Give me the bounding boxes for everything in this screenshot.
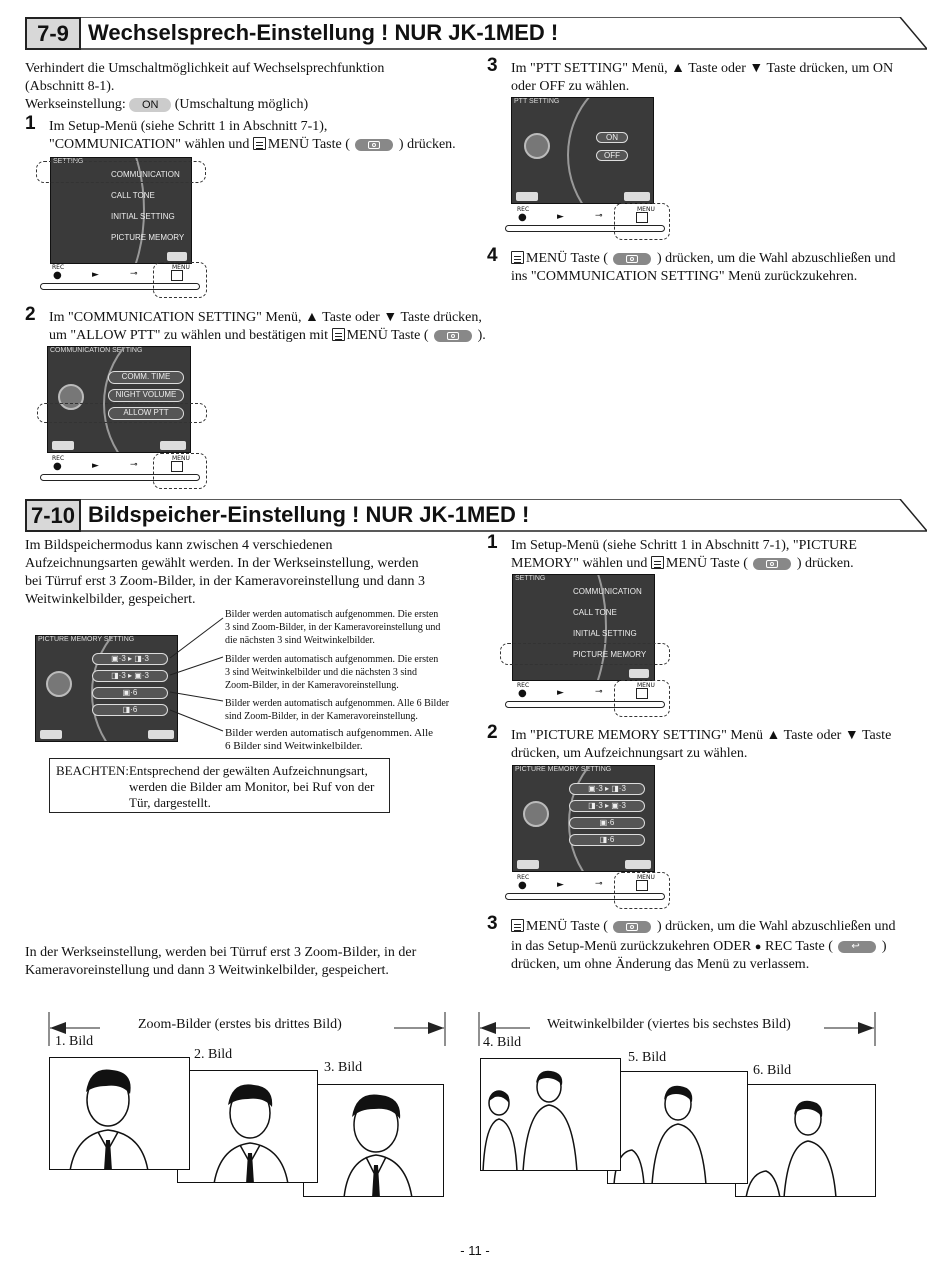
menu-item: CALL TONE	[111, 191, 155, 200]
menu-item: OFF	[596, 150, 628, 161]
screen-title: SETTING	[515, 575, 546, 582]
two-people-illustration	[736, 1085, 876, 1197]
callout-text	[225, 727, 465, 753]
menu-label: MENU	[172, 264, 190, 271]
key-icon: ⊸	[130, 269, 138, 279]
picture-memory-screen	[35, 635, 178, 742]
step-text-part: ).	[477, 328, 486, 343]
menu-icon	[511, 919, 524, 932]
callout-line: Bilder werden automatisch aufgenommen. Alle 6 Bilder	[225, 698, 450, 709]
callout-line: die nächsten 3 sind Weitwinkelbilder.	[225, 635, 375, 646]
rec-icon: ●	[754, 941, 762, 953]
key-icon: ⊸	[595, 211, 603, 221]
key-icon: ⊸	[595, 879, 603, 889]
picture-frame-5	[607, 1071, 748, 1184]
step-text: Im Setup-Menü (siehe Schritt 1 in Abschnitt 7-1), "PICTURE	[511, 538, 857, 553]
screen-softkey	[52, 441, 74, 450]
highlight-frame	[36, 161, 206, 183]
rec-label: REC	[517, 682, 530, 689]
callout-line: Bilder werden automatisch aufgenommen. Alle	[225, 727, 434, 739]
step-text: ins "COMMUNICATION SETTING" Menü zurückzukehren.	[511, 269, 858, 284]
callout-text	[225, 608, 465, 647]
step-text-part: ) drücken, um die Wahl abzuschließen und	[656, 251, 896, 266]
step-text-part: MENÜ Taste (	[267, 137, 350, 152]
intro-line: Im Bildspeichermodus kann zwischen 4 verschiedenen	[25, 538, 333, 553]
rec-icon: ●	[518, 688, 527, 699]
menu-item: ◨·3 ▸ ▣·3	[569, 800, 645, 812]
on-indicator: ON	[129, 98, 171, 112]
menu-item: COMM. TIME	[108, 371, 184, 384]
screen-softkey	[167, 252, 187, 261]
highlight-frame	[614, 203, 670, 240]
menu-icon	[511, 251, 524, 264]
step-text-part: um "ALLOW PTT" zu wählen und bestätigen mit	[49, 328, 329, 343]
menu-item: INITIAL SETTING	[111, 212, 175, 221]
callout-lines	[165, 615, 227, 745]
menu-item: INITIAL SETTING	[573, 629, 637, 638]
zoom-caption: Zoom-Bilder (erstes bis drittes Bild)	[138, 1017, 342, 1032]
step-text-part: MENÜ Taste (	[526, 251, 608, 266]
menu-icon	[332, 328, 345, 341]
summary-line: Kameravoreinstellung und dann 3 Weitwinkelbilder, gespeichert.	[25, 963, 389, 978]
play-icon: ►	[92, 461, 99, 471]
menu-item: NIGHT VOLUME	[108, 389, 184, 402]
step-number: 2	[25, 304, 36, 325]
memory-icon	[523, 801, 549, 827]
step-text-part: )	[881, 939, 887, 954]
screen-softkey	[517, 860, 539, 869]
rec-label: REC	[517, 206, 530, 213]
picture-label: 5. Bild	[628, 1050, 667, 1065]
camera-button-icon	[355, 139, 393, 151]
memory-icon	[46, 671, 72, 697]
camera-button-icon	[434, 330, 472, 342]
step-number: 2	[487, 722, 498, 743]
screen-title: PTT SETTING	[514, 98, 560, 105]
two-people-illustration	[481, 1059, 621, 1171]
step-text-part: MENÜ Taste (	[346, 328, 429, 343]
summary-line: In der Werkseinstellung, werden bei Türruf erst 3 Zoom-Bilder, in der	[25, 945, 417, 960]
step-text-part: in das Setup-Menü zurückzukehren ODER	[511, 939, 752, 954]
menu-item: CALL TONE	[573, 608, 617, 617]
default-note: (Umschaltung möglich)	[174, 97, 309, 112]
screen-title: PICTURE MEMORY SETTING	[515, 766, 612, 773]
two-people-illustration	[608, 1072, 748, 1184]
step-number: 4	[487, 245, 498, 266]
section-number: 7-10	[25, 499, 81, 532]
menu-icon	[253, 137, 266, 150]
callout-line: 3 sind Weitwinkelbilder und die nächsten 3 sind	[225, 667, 418, 678]
screen-softkey	[629, 669, 649, 678]
rec-label: REC	[517, 874, 530, 881]
step-text	[511, 938, 887, 956]
screen-title: COMMUNICATION SETTING	[50, 347, 143, 354]
section-title: Wechselsprech-Einstellung ! NUR JK-1MED !	[88, 20, 559, 45]
rec-icon: ●	[518, 880, 527, 891]
note-line: werden die Bilder am Monitor, bei Ruf von der	[129, 779, 375, 794]
intro-line: Aufzeichnungsarten gewählt werden. In der Werkseinstellung, werden	[25, 556, 419, 571]
callout-text	[225, 697, 465, 723]
picture-label: 1. Bild	[55, 1034, 94, 1049]
menu-label: MENU	[637, 206, 655, 213]
screen-softkey	[625, 860, 651, 869]
step-number: 1	[25, 113, 36, 134]
note-line: Tür, dargestellt.	[129, 795, 211, 810]
step-number: 3	[487, 913, 498, 934]
picture-label: 2. Bild	[194, 1047, 233, 1062]
camera-button-icon	[613, 253, 651, 265]
highlight-frame	[153, 453, 207, 489]
callout-line: 6 Bilder sind Weitwinkelbilder.	[225, 740, 363, 752]
highlight-frame	[37, 403, 207, 423]
callout-line: Zoom-Bilder, in der Kameravoreinstellung.	[225, 680, 399, 691]
menu-item: ◨·6	[92, 704, 168, 716]
menu-item: COMMUNICATION	[573, 587, 642, 596]
step-text: Im "PICTURE MEMORY SETTING" Menü ▲ Taste oder ▼ Taste	[511, 728, 892, 743]
intro-line: Verhindert die Umschaltmöglichkeit auf Wechselsprechfunktion	[25, 61, 385, 76]
menu-item: ▣·3 ▸ ◨·3	[569, 783, 645, 795]
intro-line: (Abschnitt 8-1).	[25, 79, 115, 94]
ptt-icon	[524, 133, 550, 159]
step-text: oder OFF zu wählen.	[511, 79, 630, 94]
step-text-part: MENÜ Taste (	[665, 556, 748, 571]
menu-label: MENU	[172, 455, 190, 462]
picture-memory-screen	[512, 765, 655, 872]
menu-label: MENU	[637, 874, 655, 881]
play-icon: ►	[92, 270, 99, 280]
step-number: 3	[487, 55, 498, 76]
menu-item: PICTURE MEMORY	[573, 650, 647, 659]
step-text	[511, 555, 854, 573]
communication-setting-screen	[47, 346, 191, 453]
menu-item: ▣·3 ▸ ◨·3	[92, 653, 168, 665]
rec-icon: ●	[53, 270, 62, 281]
step-text	[511, 918, 895, 936]
menu-item: PICTURE MEMORY	[111, 233, 185, 242]
menu-label: MENU	[637, 682, 655, 689]
screen-softkey	[516, 192, 538, 201]
rec-label: REC	[52, 455, 65, 462]
intro-line: Weitwinkelbilder, gespeichert.	[25, 592, 196, 607]
menu-item: ON	[596, 132, 628, 143]
rec-label: REC	[52, 264, 65, 271]
ptt-setting-screen	[511, 97, 654, 204]
picture-label: 4. Bild	[483, 1035, 522, 1050]
menu-icon	[651, 556, 664, 569]
highlight-frame	[614, 872, 670, 909]
screen-softkey	[40, 730, 62, 739]
screen-title: SETTING	[53, 158, 84, 165]
step-text: drücken, um ohne Änderung das Menü zu verlassem.	[511, 957, 810, 972]
step-text-part: MENÜ Taste (	[526, 919, 608, 934]
callout-line: Bilder werden automatisch aufgenommen. Die ersten	[225, 654, 439, 665]
step-number: 1	[487, 532, 498, 553]
callout-line: sind Zoom-Bilder, in der Kameravoreinstellung.	[225, 711, 418, 722]
person-closeup-illustration	[304, 1085, 444, 1197]
picture-label: 3. Bild	[324, 1060, 363, 1075]
person-closeup-illustration	[50, 1058, 190, 1170]
callout-line: 3 sind Zoom-Bilder, in der Kameravoreinstellung und	[225, 622, 441, 633]
screen-title: PICTURE MEMORY SETTING	[38, 636, 135, 643]
back-button-icon: ↩	[838, 941, 876, 953]
step-text-part: ) drücken.	[796, 556, 854, 571]
step-text	[511, 250, 895, 268]
highlight-frame	[614, 680, 670, 717]
step-text-part: MEMORY" wählen und	[511, 556, 648, 571]
picture-frame-1	[49, 1057, 190, 1170]
step-text: Im "PTT SETTING" Menü, ▲ Taste oder ▼ Taste drücken, um ON	[511, 61, 894, 76]
step-text: Im Setup-Menü (siehe Schritt 1 in Abschnitt 7-1),	[49, 119, 328, 134]
picture-frame-2	[177, 1070, 318, 1183]
default-setting	[25, 96, 308, 114]
menu-item: ◨·3 ▸ ▣·3	[92, 670, 168, 682]
rec-icon: ●	[53, 461, 62, 472]
section-header-7-9	[25, 17, 927, 50]
page-number: - 11 -	[460, 1243, 490, 1258]
callout-text	[225, 653, 465, 692]
picture-frame-6	[735, 1084, 876, 1197]
note-box	[49, 758, 390, 813]
highlight-frame	[500, 643, 670, 665]
note-line: BEACHTEN:Entsprechend der gewälten Aufzeichnungsart,	[56, 763, 368, 778]
play-icon: ►	[557, 880, 564, 890]
play-icon: ►	[557, 212, 564, 222]
play-icon: ►	[557, 688, 564, 698]
step-text-part: "COMMUNICATION" wählen und	[49, 137, 250, 152]
step-text: Im "COMMUNICATION SETTING" Menü, ▲ Taste oder ▼ Taste drücken,	[49, 310, 482, 325]
step-text: drücken, um Aufzeichnungsart zu wählen.	[511, 746, 748, 761]
wide-caption: Weitwinkelbilder (viertes bis sechstes Bild)	[547, 1017, 791, 1032]
intro-line: bei Türruf erst 3 Zoom-Bilder, in der Kameravoreinstellung und dann 3	[25, 574, 426, 589]
callout-line: Bilder werden automatisch aufgenommen. Die ersten	[225, 609, 439, 620]
section-header-7-10	[25, 499, 927, 532]
step-text	[49, 327, 486, 345]
menu-item: ALLOW PTT	[108, 407, 184, 420]
step-text-part: REC Taste (	[764, 939, 833, 954]
picture-frame-4	[480, 1058, 621, 1171]
picture-frame-3	[303, 1084, 444, 1197]
camera-button-icon	[753, 558, 791, 570]
menu-item: ▣·6	[92, 687, 168, 699]
picture-label: 6. Bild	[753, 1063, 792, 1078]
default-label: Werkseinstellung:	[25, 97, 126, 112]
step-text-part: ) drücken, um die Wahl abzuschließen und	[656, 919, 896, 934]
section-number: 7-9	[25, 17, 81, 50]
key-icon: ⊸	[595, 687, 603, 697]
menu-item: COMMUNICATION	[111, 170, 180, 179]
menu-item: ◨·6	[569, 834, 645, 846]
step-text-part: ) drücken.	[398, 137, 456, 152]
camera-button-icon	[613, 921, 651, 933]
highlight-frame	[153, 262, 207, 298]
step-text	[49, 136, 456, 154]
rec-icon: ●	[518, 212, 527, 223]
screen-softkey	[160, 441, 186, 450]
person-closeup-illustration	[178, 1071, 318, 1183]
menu-item: ▣·6	[569, 817, 645, 829]
section-title: Bildspeicher-Einstellung ! NUR JK-1MED !	[88, 502, 530, 527]
key-icon: ⊸	[130, 460, 138, 470]
screen-softkey	[624, 192, 650, 201]
